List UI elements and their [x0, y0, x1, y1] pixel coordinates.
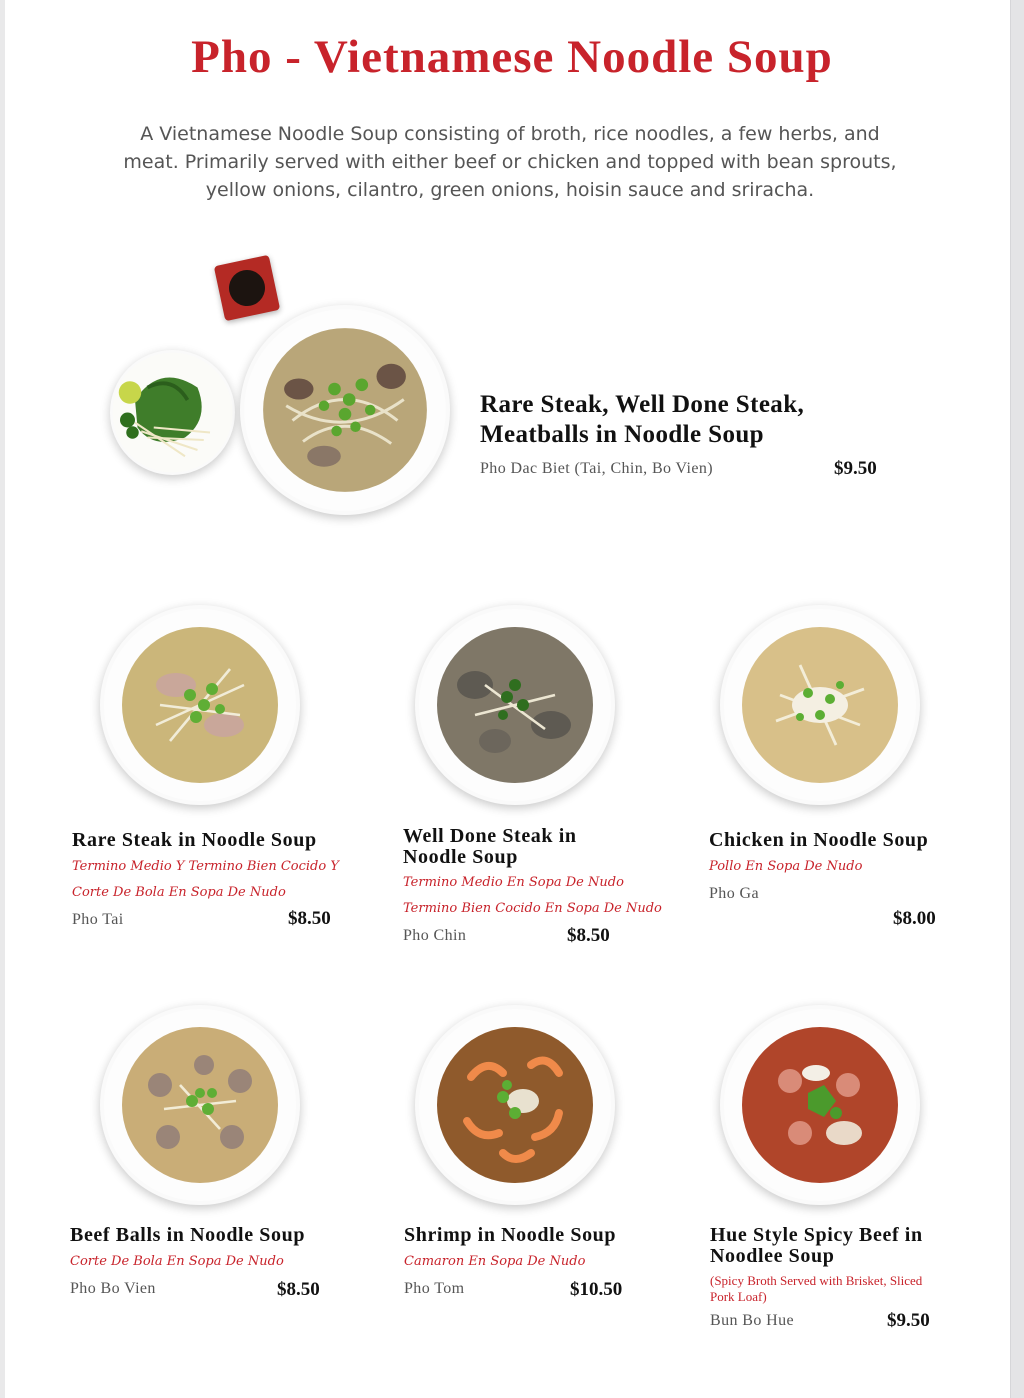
item-name: Chicken in Noodle Soup: [709, 829, 929, 851]
featured-price: $9.50: [834, 458, 877, 479]
menu-description: A Vietnamese Noodle Soup consisting of broth, rice noodles, a few herbs, and meat. Primarily served with either beef or chicken and topped with bean sprouts, yellow onions, cilantro, green onions, hoisin sauce and sriracha.: [123, 123, 897, 201]
item-name: Shrimp in Noodle Soup: [404, 1224, 617, 1246]
item-spanish-name: Termino Medio En Sopa De Nudo: [403, 875, 624, 890]
item-name: Beef Balls in Noodle Soup: [70, 1224, 306, 1246]
featured-pho-photo: [240, 305, 450, 515]
pho-bo-vien-photo: [100, 1005, 300, 1205]
item-spanish-name: Camaron En Sopa De Nudo: [404, 1254, 586, 1269]
item-name: Well Done Steak in Noodle Soup: [403, 825, 577, 868]
item-name: Hue Style Spicy Beef in Noodlee Soup: [710, 1224, 923, 1267]
item-vietnamese-name: Bun Bo Hue: [710, 1312, 794, 1329]
pho-ga-photo: [720, 605, 920, 805]
herb-plate-photo: [110, 350, 235, 475]
item-spanish-name: Pollo En Sopa De Nudo: [709, 859, 863, 874]
bun-bo-hue-photo: [720, 1005, 920, 1205]
item-vietnamese-name: Pho Ga: [709, 885, 759, 902]
item-name: Rare Steak in Noodle Soup: [72, 829, 317, 851]
item-vietnamese-name: Pho Chin: [403, 927, 467, 944]
featured-vietnamese-name: Pho Dac Biet (Tai, Chin, Bo Vien): [480, 460, 714, 477]
item-price: $8.00: [893, 908, 936, 929]
item-vietnamese-name: Pho Bo Vien: [70, 1280, 156, 1297]
featured-dish-name: Rare Steak, Well Done Steak, Meatballs in Noodle Soup: [480, 391, 805, 448]
item-vietnamese-name: Pho Tai: [72, 911, 124, 928]
pho-tai-photo: [100, 605, 300, 805]
item-spanish-name: Corte De Bola En Sopa De Nudo: [70, 1254, 284, 1269]
pho-tom-photo: [415, 1005, 615, 1205]
item-price: $10.50: [570, 1279, 623, 1300]
item-spanish-name: Termino Bien Cocido En Sopa De Nudo: [403, 901, 662, 916]
pho-chin-photo: [415, 605, 615, 805]
page-edge: [1010, 0, 1024, 1398]
item-spanish-name: Termino Medio Y Termino Bien Cocido Y Corte De Bola En Sopa De Nudo: [72, 859, 339, 900]
item-vietnamese-name: Pho Tom: [404, 1280, 465, 1297]
item-note: (Spicy Broth Served with Brisket, Sliced Pork Loaf): [710, 1273, 923, 1304]
item-price: $8.50: [288, 908, 331, 929]
item-price: $9.50: [887, 1310, 930, 1331]
item-price: $8.50: [567, 925, 610, 946]
menu-title: Pho - Vietnamese Noodle Soup: [191, 31, 833, 83]
item-price: $8.50: [277, 1279, 320, 1300]
